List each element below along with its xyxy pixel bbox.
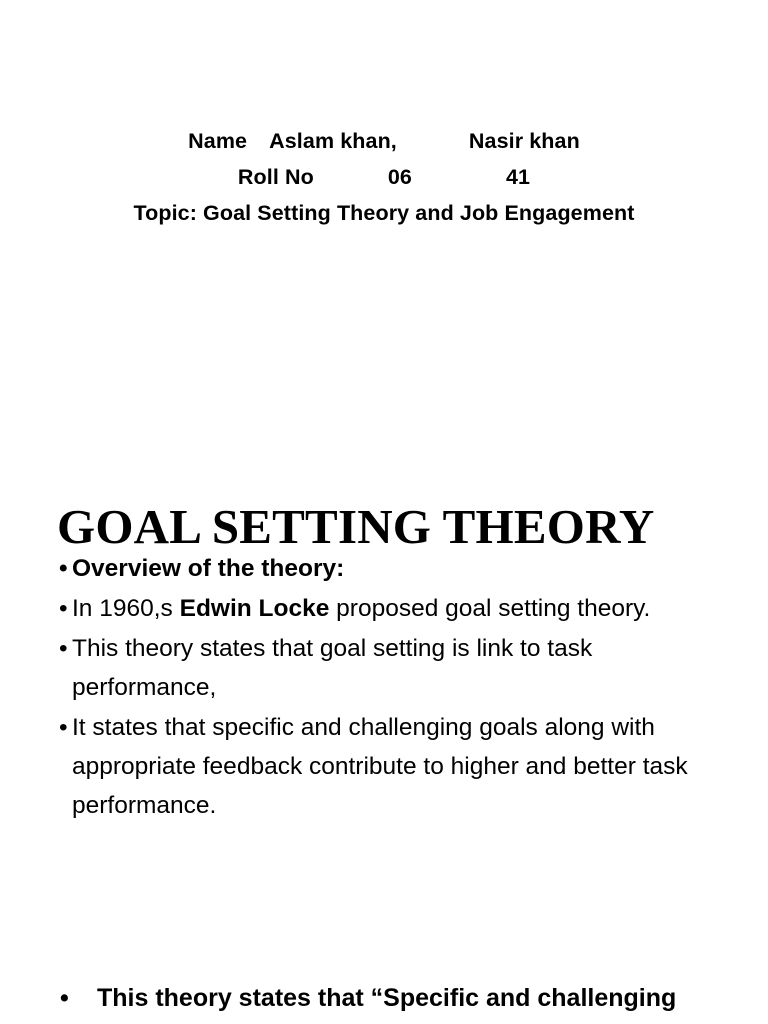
header-topic-text: Topic: Goal Setting Theory and Job Engagement	[133, 201, 635, 225]
bullet-dot-icon: •	[59, 635, 68, 662]
bullet-dot-icon: •	[59, 595, 68, 622]
list-item-text: Overview of the theory:	[72, 555, 345, 582]
list-item	[57, 589, 705, 628]
header-line-name	[0, 123, 768, 159]
header-line-roll-no	[0, 159, 768, 195]
header-roll-2: 41	[505, 165, 531, 189]
header-label-roll-no: Roll No	[237, 165, 314, 189]
page-title: GOAL SETTING THEORY	[57, 498, 655, 554]
header-roll-1: 06	[387, 165, 412, 189]
bottom-list-item	[57, 979, 757, 1018]
header-label-name: Name	[188, 129, 248, 153]
header-person-1: Aslam khan,	[269, 129, 397, 153]
list-item	[57, 549, 705, 588]
list-item	[57, 708, 705, 825]
header-block	[0, 123, 768, 231]
bullet-dot-icon: •	[59, 714, 68, 741]
list-item-text-suffix: proposed goal setting theory.	[329, 595, 651, 622]
list-item-text-emphasis: Edwin Locke	[179, 595, 330, 622]
list-item-text: This theory states that goal setting is link to task performance,	[72, 635, 593, 701]
bullet-dot-icon: •	[60, 984, 69, 1012]
list-item-text: It states that specific and challenging goals along with appropriate feedback contribute to higher and better task performance.	[72, 714, 688, 819]
header-line-topic	[0, 195, 768, 231]
bullet-dot-icon: •	[59, 555, 68, 582]
bottom-list-item-text: This theory states that “Specific and challenging	[97, 984, 677, 1012]
bullet-list	[57, 549, 705, 826]
list-item	[57, 629, 705, 707]
header-person-2: Nasir khan	[468, 129, 580, 153]
list-item-text-prefix: In 1960,s	[72, 595, 180, 622]
